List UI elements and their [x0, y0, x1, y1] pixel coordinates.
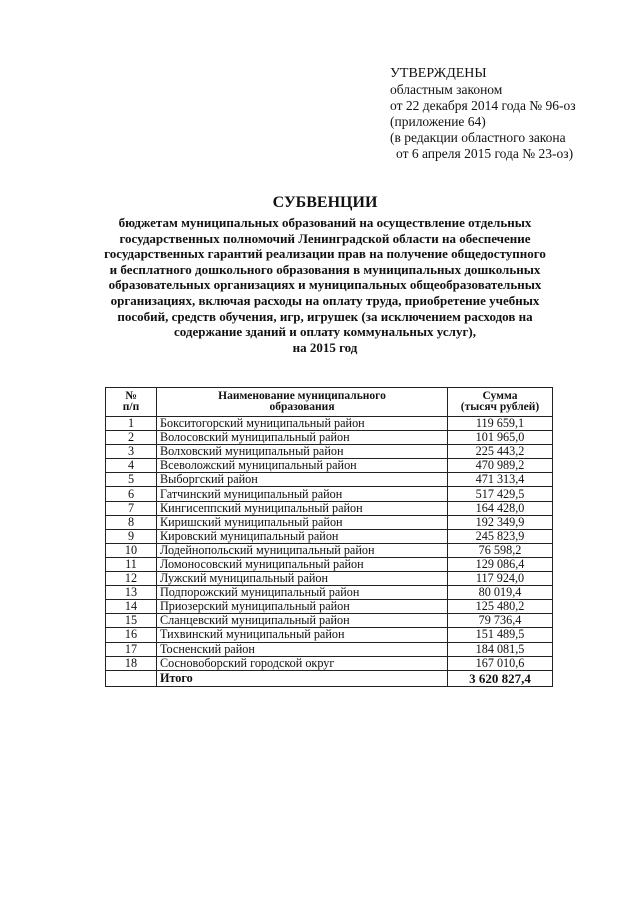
title-line: пособий, средств обучения, игр, игрушек (за исключением расходов на: [117, 308, 533, 324]
municipality-name: Ломоносовский муниципальный район: [157, 557, 448, 571]
table-row: [106, 642, 553, 656]
row-sum: 119 659,1: [448, 417, 553, 431]
header-num: [106, 388, 157, 417]
municipality-name: Выборгский район: [157, 473, 448, 487]
table-row: [106, 445, 553, 459]
municipality-name: Кировский муниципальный район: [157, 529, 448, 543]
row-number: 13: [106, 586, 157, 600]
row-number: 16: [106, 628, 157, 642]
table-body: [106, 417, 553, 687]
municipality-name: Кингисеппский муниципальный район: [157, 501, 448, 515]
header-row: [106, 388, 553, 417]
row-number: 6: [106, 487, 157, 501]
total-label: Итого: [157, 670, 448, 686]
row-number: 17: [106, 642, 157, 656]
header-sum-line2: (тысяч рублей): [460, 401, 540, 413]
row-sum: 245 823,9: [448, 529, 553, 543]
table-row: [106, 557, 553, 571]
title-line: на 2015 год: [292, 339, 358, 355]
approval-line: от 22 декабря 2014 года № 96-оз: [390, 98, 576, 113]
document-title: [100, 193, 550, 355]
header-sum-line1: Сумма: [482, 389, 518, 402]
row-sum: 125 480,2: [448, 600, 553, 614]
row-number: 10: [106, 543, 157, 557]
approval-line: (приложение 64): [390, 114, 486, 129]
table-row: [106, 501, 553, 515]
row-sum: 470 989,2: [448, 459, 553, 473]
table-row: [106, 431, 553, 445]
approval-line: УТВЕРЖДЕНЫ: [390, 66, 487, 81]
approval-stamp: [390, 66, 630, 162]
table-row: [106, 417, 553, 431]
table-row: [106, 628, 553, 642]
table-row: [106, 459, 553, 473]
row-sum: 79 736,4: [448, 614, 553, 628]
table-row: [106, 656, 553, 670]
municipality-name: Волосовский муниципальный район: [157, 431, 448, 445]
header-name-line1: Наименование муниципального: [218, 389, 386, 402]
municipality-name: Приозерский муниципальный район: [157, 600, 448, 614]
row-sum: 151 489,5: [448, 628, 553, 642]
row-number: 15: [106, 614, 157, 628]
table-row: [106, 515, 553, 529]
municipality-name: Тосненский район: [157, 642, 448, 656]
title-line: содержание зданий и оплату коммунальных услуг),: [174, 324, 476, 340]
table-row: [106, 600, 553, 614]
header-num-line1: №: [125, 389, 137, 402]
row-sum: 167 010,6: [448, 656, 553, 670]
municipality-name: Гатчинский муниципальный район: [157, 487, 448, 501]
table-row: [106, 543, 553, 557]
municipality-name: Сосновоборский городской округ: [157, 656, 448, 670]
row-number: 1: [106, 417, 157, 431]
row-number: 11: [106, 557, 157, 571]
total-row: [106, 670, 553, 686]
header-num-line2: п/п: [122, 401, 140, 413]
table-row: [106, 473, 553, 487]
total-num-cell: [106, 670, 157, 686]
title-line: бюджетам муниципальных образований на осуществление отдельных: [118, 215, 532, 230]
row-sum: 129 086,4: [448, 557, 553, 571]
table-row: [106, 487, 553, 501]
table-row: [106, 529, 553, 543]
title-line: образовательных организациях и муниципальных общеобразовательных: [108, 277, 542, 293]
header-sum: [448, 388, 553, 417]
title-line: и бесплатного дошкольного образования в муниципальных дошкольных: [109, 261, 541, 277]
municipality-name: Лужский муниципальный район: [157, 572, 448, 586]
municipality-name: Тихвинский муниципальный район: [157, 628, 448, 642]
row-sum: 101 965,0: [448, 431, 553, 445]
table-row: [106, 586, 553, 600]
municipality-name: Лодейнопольский муниципальный район: [157, 543, 448, 557]
row-number: 3: [106, 445, 157, 459]
row-number: 2: [106, 431, 157, 445]
title-main: СУБВЕНЦИИ: [272, 194, 378, 211]
row-sum: 164 428,0: [448, 501, 553, 515]
row-number: 9: [106, 529, 157, 543]
row-number: 12: [106, 572, 157, 586]
row-sum: 471 313,4: [448, 473, 553, 487]
municipality-name: Киришский муниципальный район: [157, 515, 448, 529]
row-number: 18: [106, 656, 157, 670]
row-sum: 76 598,2: [448, 543, 553, 557]
table-header: [106, 388, 553, 417]
approval-line: от 6 апреля 2015 года № 23-оз): [396, 146, 574, 161]
table-row: [106, 614, 553, 628]
municipality-name: Всеволожский муниципальный район: [157, 459, 448, 473]
approval-line: областным законом: [390, 82, 503, 97]
table-row: [106, 572, 553, 586]
title-line: организациях, включая расходы на оплату труда, приобретение учебных: [110, 292, 540, 308]
title-line: государственных полномочий Ленинградской области на обеспечение: [119, 230, 531, 246]
row-number: 7: [106, 501, 157, 515]
municipality-name: Волховский муниципальный район: [157, 445, 448, 459]
row-number: 4: [106, 459, 157, 473]
row-sum: 517 429,5: [448, 487, 553, 501]
title-line: государственных гарантий реализации прав на получение общедоступного: [104, 246, 546, 262]
row-sum: 225 443,2: [448, 445, 553, 459]
total-sum: 3 620 827,4: [448, 670, 553, 686]
subventions-table: [105, 387, 553, 687]
row-sum: 117 924,0: [448, 572, 553, 586]
row-number: 5: [106, 473, 157, 487]
row-sum: 80 019,4: [448, 586, 553, 600]
row-number: 14: [106, 600, 157, 614]
row-number: 8: [106, 515, 157, 529]
row-sum: 192 349,9: [448, 515, 553, 529]
approval-line: (в редакции областного закона: [390, 130, 566, 145]
municipality-name: Бокситогорский муниципальный район: [157, 417, 448, 431]
header-name: [157, 388, 448, 417]
municipality-name: Сланцевский муниципальный район: [157, 614, 448, 628]
row-sum: 184 081,5: [448, 642, 553, 656]
municipality-name: Подпорожский муниципальный район: [157, 586, 448, 600]
header-name-line2: образования: [269, 401, 335, 413]
